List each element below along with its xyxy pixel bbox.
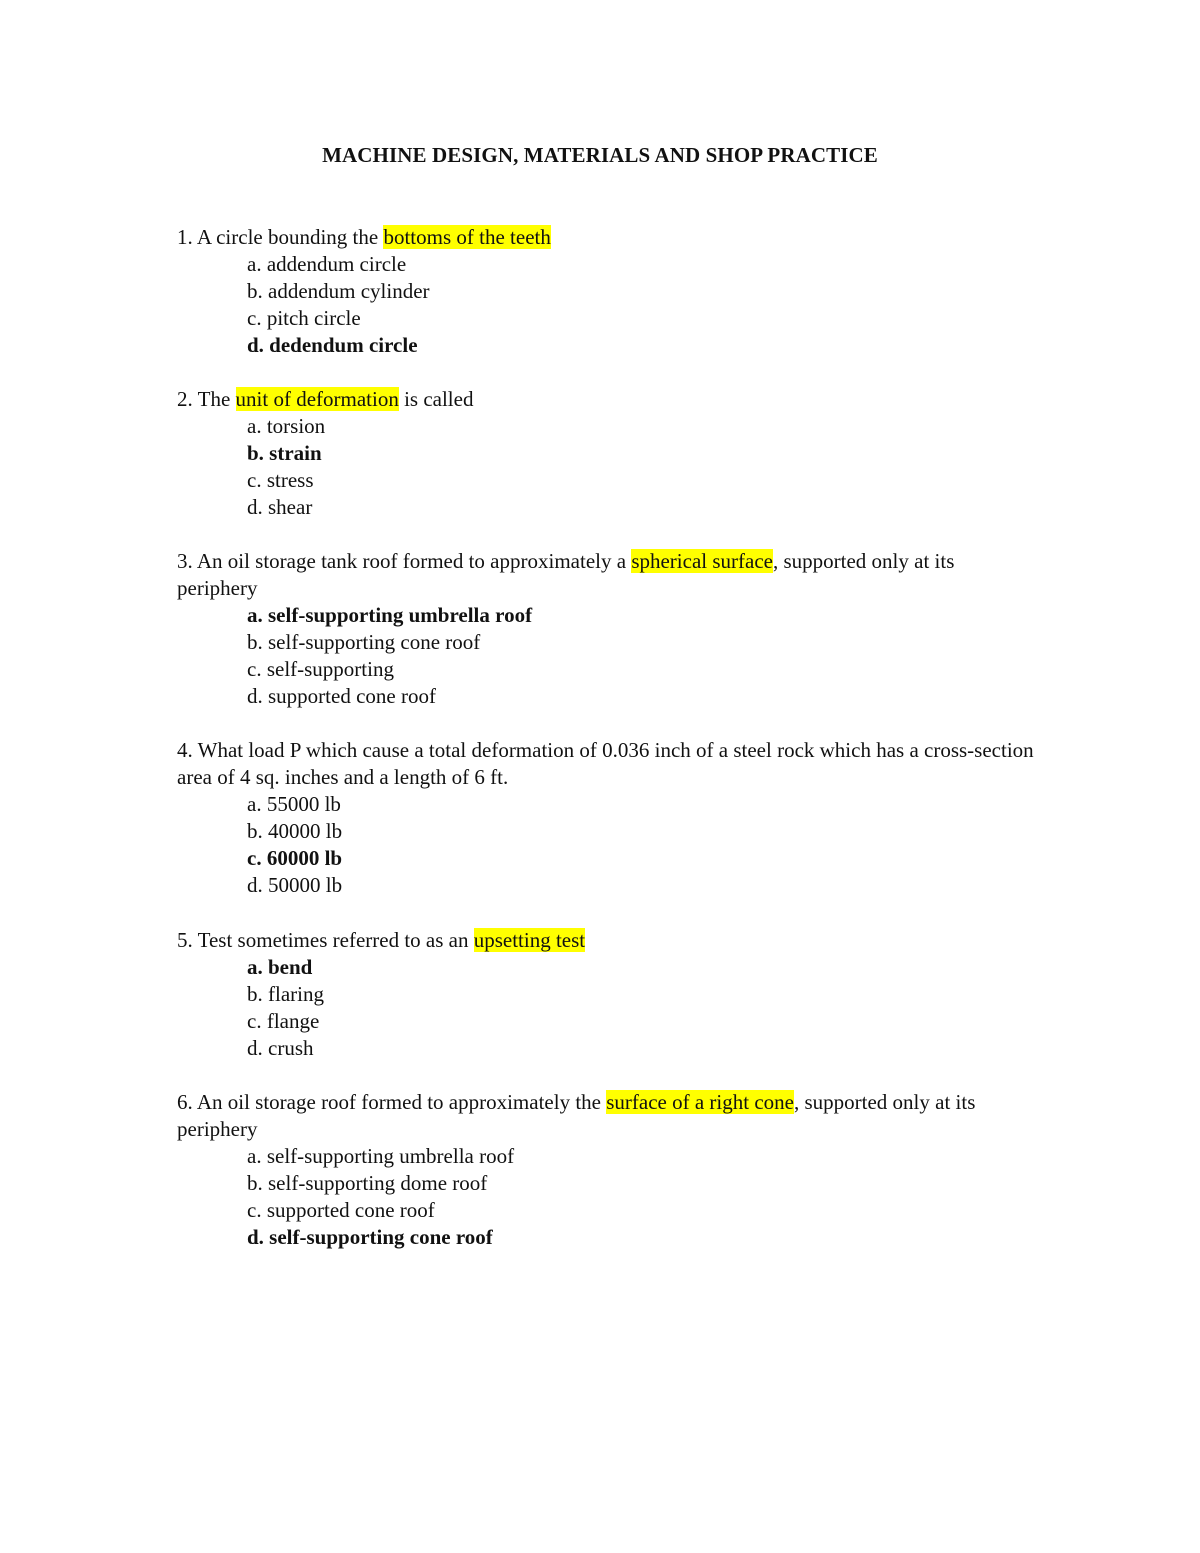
stem-text: 5. Test sometimes referred to as an [177,928,474,952]
option-a: a. self-supporting umbrella roof [247,1144,515,1168]
answer-options [177,602,1037,710]
stem-text: 4. What load P which cause a total deformation of 0.036 inch of a steel rock which has a cross-section area of 4 sq. inches and a length of 6 ft. [177,738,1034,789]
answer-options [177,1143,1037,1251]
option-b: b. addendum cylinder [247,279,430,303]
answer-options [177,251,1037,359]
stem-text: 3. An oil storage tank roof formed to approximately a [177,549,632,573]
question-5 [177,927,1037,1062]
question-stem [177,386,1037,413]
question-stem [177,737,1037,791]
option-c: c. supported cone roof [247,1198,435,1222]
question-1 [177,224,1037,359]
question-stem [177,927,1037,954]
answer-options [177,791,1037,899]
stem-text: 1. A circle bounding the [177,225,384,249]
option-a: a. bend [247,955,313,979]
highlighted-phrase: surface of a right cone [606,1090,794,1114]
option-d: d. shear [247,495,313,519]
question-stem [177,548,1037,602]
option-d: d. supported cone roof [247,684,436,708]
question-3 [177,548,1037,710]
option-c: c. stress [247,468,314,492]
stem-text-after: is called [398,387,474,411]
option-b: b. self-supporting dome roof [247,1171,488,1195]
option-b: b. strain [247,441,322,465]
option-c: c. flange [247,1009,320,1033]
document-title: MACHINE DESIGN, MATERIALS AND SHOP PRACTICE [322,143,878,167]
highlighted-phrase: bottoms of the teeth [383,225,551,249]
option-d: d. self-supporting cone roof [247,1225,493,1249]
stem-text-after: , supported only at its periphery [177,1090,976,1141]
option-c: c. self-supporting [247,657,394,681]
option-d: d. 50000 lb [247,873,343,897]
option-c: c. 60000 lb [247,846,343,870]
stem-text-after: , supported only at its periphery [177,549,955,600]
answer-options [177,413,1037,521]
option-a: a. 55000 lb [247,792,341,816]
question-stem [177,224,1037,251]
question-4 [177,737,1037,899]
answer-options [177,954,1037,1062]
option-d: d. crush [247,1036,314,1060]
option-b: b. 40000 lb [247,819,343,843]
option-c: c. pitch circle [247,306,361,330]
option-b: b. flaring [247,982,324,1006]
question-stem [177,1089,1037,1143]
stem-text: 2. The [177,387,236,411]
highlighted-phrase: unit of deformation [235,387,399,411]
question-2 [177,386,1037,521]
option-a: a. self-supporting umbrella roof [247,603,533,627]
option-d: d. dedendum circle [247,333,418,357]
question-6 [177,1089,1037,1251]
option-a: a. torsion [247,414,326,438]
stem-text: 6. An oil storage roof formed to approximately the [177,1090,607,1114]
option-b: b. self-supporting cone roof [247,630,481,654]
highlighted-phrase: upsetting test [473,928,586,952]
option-a: a. addendum circle [247,252,407,276]
highlighted-phrase: spherical surface [631,549,773,573]
